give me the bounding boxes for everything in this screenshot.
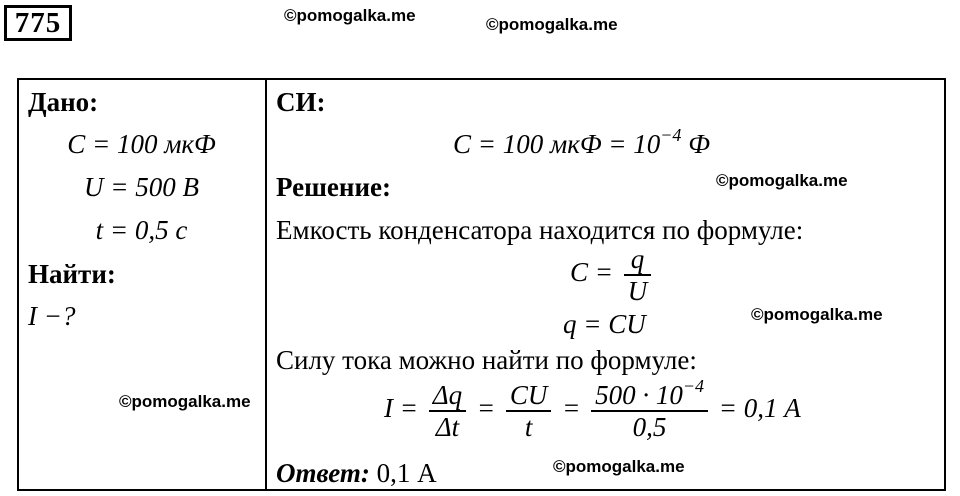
given-title: Дано: [28,87,99,117]
formula-charge: q = CU [563,309,646,339]
solution-text-1: Емкость конденсатора находится по формуле: [276,215,804,245]
watermark: ©pomogalka.me [119,392,251,411]
problem-number: 775 [4,5,72,41]
given-voltage: U = 500 В [84,172,199,202]
given-time: t = 0,5 с [95,215,188,245]
column-divider [265,78,267,491]
si-conversion: C = 100 мкФ = $10^{-4}$ Ф [453,125,710,159]
solution-title: Решение: [276,172,391,202]
si-title: СИ: [276,87,326,117]
find-value: I −? [28,301,76,331]
formula-capacitance: C = $\frac{q}{U}$ [570,244,655,306]
find-title: Найти: [28,259,116,289]
given-capacitance: C = 100 мкФ [67,129,216,159]
solution-text-2: Силу тока можно найти по формуле: [276,345,697,375]
watermark: ©pomogalka.me [751,305,883,324]
watermark: ©pomogalka.me [284,6,416,25]
answer: Ответ: 0,1 А [276,458,437,488]
watermark: ©pomogalka.me [553,457,685,476]
watermark: ©pomogalka.me [716,171,848,190]
watermark: ©pomogalka.me [486,15,618,34]
formula-current: I = $\frac{\Delta q}{\Delta t}$ = $\frac{CU}{t}$ = $\frac{500 \cdot 10^{-4}}{0,5}$ = 0,1 А [384,376,801,442]
